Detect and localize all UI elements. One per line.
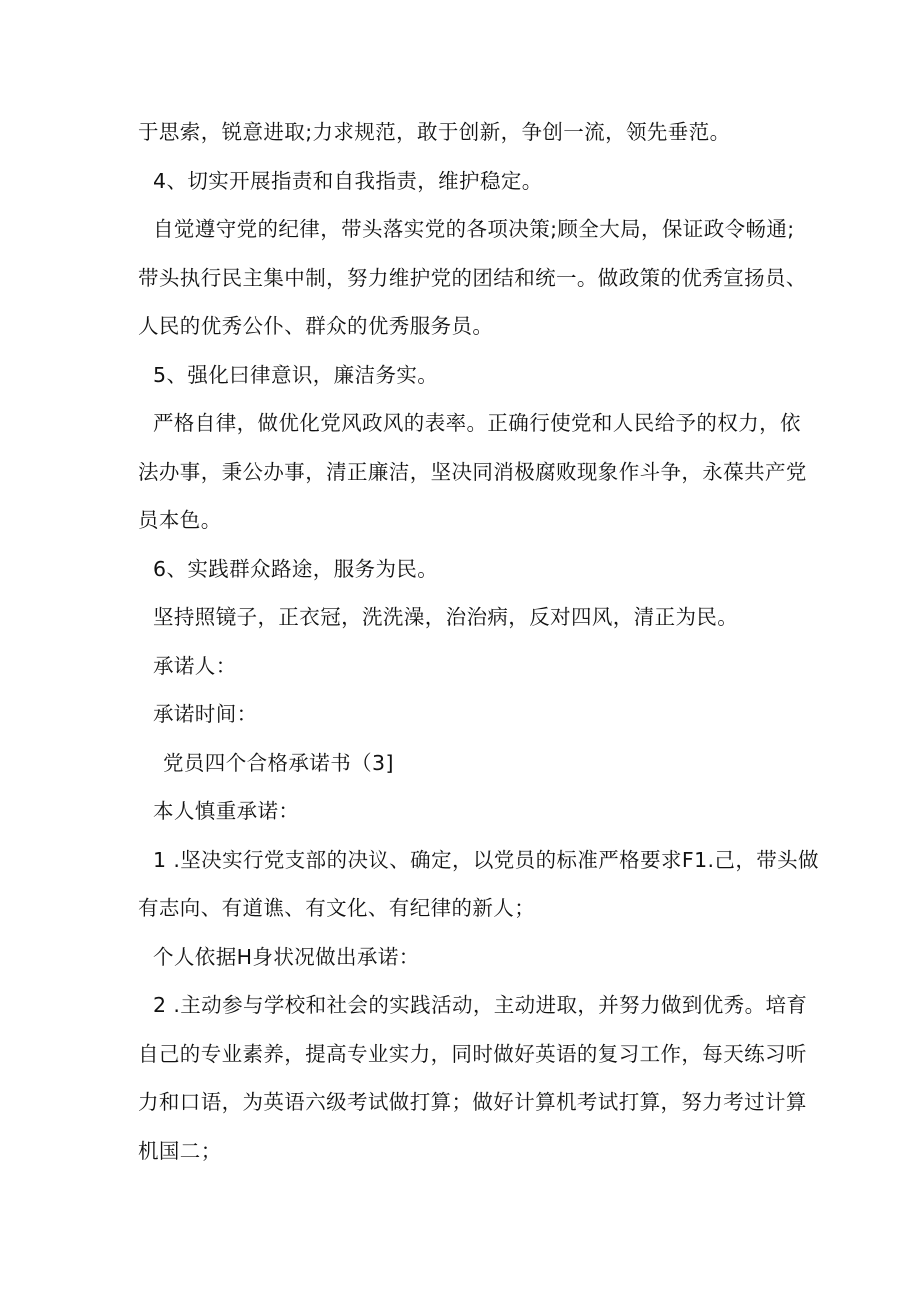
- text-line: 本人慎重承诺：: [153, 799, 300, 823]
- section-heading: 5、强化曰律意识，廉洁务实。: [153, 363, 439, 387]
- text-line: 于思索，锐意进取;力求规范，敢于创新，争创一流，领先垂范。: [138, 120, 731, 144]
- list-item: 1 .坚决实行党支部的决议、确定，以党员的标准严格要求F1.己，带头做: [153, 848, 819, 872]
- text-line: 个人依据H身状况做出承诺：: [153, 945, 420, 969]
- text-line: 机国二；: [138, 1139, 222, 1163]
- text-line: 员本色。: [138, 508, 222, 532]
- promisor-label: 承诺人：: [153, 654, 237, 678]
- text-line: 严格自律，做优化党风政风的表率。正确行使党和人民给予的权力，依: [153, 411, 801, 435]
- text-line: 自己的专业素养，提高专业实力，同时做好英语的复习工作，每天练习听: [138, 1042, 807, 1066]
- text-line: 人民的优秀公仆、群众的优秀服务员。: [138, 314, 494, 338]
- section-heading: 6、实践群众路途，服务为民。: [153, 557, 439, 581]
- text-line: 坚持照镜子，正衣冠，洗洗澡，治治病，反对四风，清正为民。: [153, 605, 739, 629]
- document-title: 党员四个合格承诺书（3]: [163, 751, 394, 775]
- promise-date-label: 承诺时间：: [153, 702, 258, 726]
- text-line: 有志向、有道谯、有文化、有纪律的新人；: [138, 896, 536, 920]
- section-heading: 4、切实开展指责和自我指责，维护稳定。: [153, 169, 543, 193]
- list-item: 2 .主动参与学校和社会的实践活动，主动进取，并努力做到优秀。培育: [153, 993, 808, 1017]
- text-line: 带头执行民主集中制，努力维护党的团结和统一。做政策的优秀宣扬员、: [138, 266, 807, 290]
- text-line: 法办事，秉公办事，清正廉洁，坚决同消极腐败现象作斗争，永葆共产党: [138, 460, 807, 484]
- text-line: 自觉遵守党的纪律，带头落实党的各项决策;顾全大局，保证政令畅通;: [153, 217, 795, 241]
- text-line: 力和口语，为英语六级考试做打算；做好计算机考试打算，努力考过计算: [138, 1090, 807, 1114]
